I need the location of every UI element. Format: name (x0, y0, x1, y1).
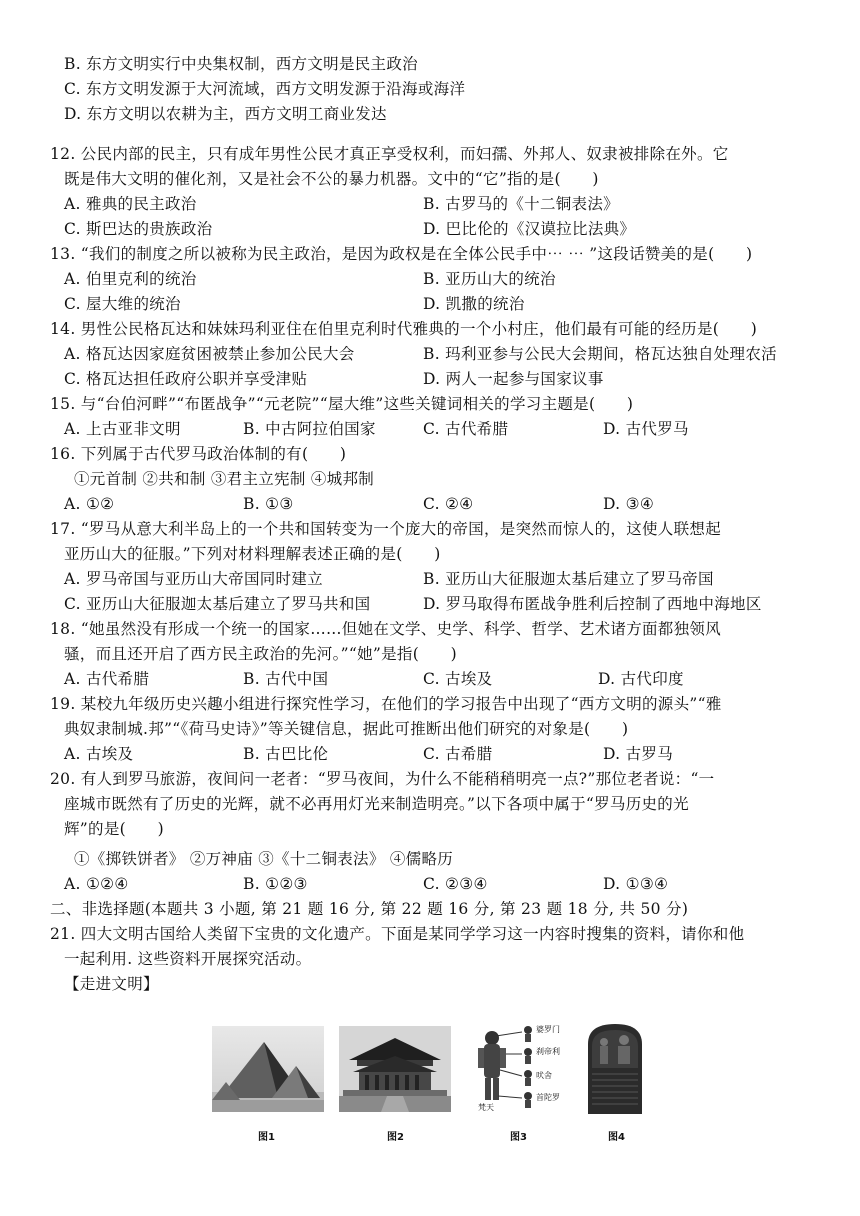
q20-option-a: A. ①②④ (64, 875, 129, 893)
q21-stem-2: 一起利用. 这些资料开展探究活动。 (64, 950, 312, 968)
q15-stem: 15. 与“台伯河畔”“布匿战争”“元老院”“屋大维”这些关键词相关的学习主题是( ) (50, 395, 634, 413)
q13-option-d: D. 凯撒的统治 (423, 295, 525, 313)
q18-option-c: C. 古埃及 (423, 670, 493, 688)
figure-2 (339, 1026, 451, 1143)
q13-option-c: C. 屋大维的统治 (64, 295, 181, 313)
caste-label-kshatriya: 刹帝利 (536, 1047, 560, 1056)
caste-label-vaishya: 吠舍 (536, 1071, 552, 1080)
q16-stem: 16. 下列属于古代罗马政治体制的有( ) (50, 445, 347, 463)
q16-option-d: D. ③④ (603, 495, 655, 513)
q19-option-b: B. 古巴比伦 (243, 745, 329, 763)
forbidden-city-photo-icon (339, 1026, 451, 1112)
q12-stem-2: 既是伟大文明的催化剂，又是社会不公的暴力机器。文中的“它”指的是( ) (64, 170, 599, 188)
q20-stem-3: 辉”的是( ) (64, 820, 164, 838)
q15-option-c: C. 古代希腊 (423, 420, 509, 438)
q17-option-a: A. 罗马帝国与亚历山大帝国同时建立 (64, 570, 323, 588)
q13-option-a: A. 伯里克利的统治 (64, 270, 197, 288)
q17-stem-2: 亚历山大的征服。”下列对材料理解表述正确的是( ) (64, 545, 441, 563)
q16-option-c: C. ②④ (423, 495, 474, 513)
q18-option-b: B. 古代中国 (243, 670, 329, 688)
q13-option-b: B. 亚历山大的统治 (423, 270, 556, 288)
caste-label-brahmin: 婆罗门 (536, 1025, 560, 1034)
q19-stem-2: 典奴隶制城.邦”“《荷马史诗》”等关键信息，据此可推断出他们研究的对象是( ) (64, 720, 629, 738)
q15-option-a: A. 上古亚非文明 (64, 420, 181, 438)
q14-option-b: B. 玛利亚参与公民大会期间，格瓦达独自处理农活 (423, 345, 777, 363)
figure-4-caption: 图4 (608, 1132, 625, 1143)
q20-option-c: C. ②③④ (423, 875, 488, 893)
q19-stem: 19. 某校九年级历史兴趣小组进行探究性学习，在他们的学习报告中出现了“西方文明的源头”“雅 (50, 695, 722, 713)
q21-subheading: 【走进文明】 (64, 975, 159, 993)
figure-1-caption: 图1 (258, 1132, 275, 1143)
q21-stem: 21. 四大文明古国给人类留下宝贵的文化遗产。下面是某同学学习这一内容时搜集的资料，请你和他 (50, 925, 745, 943)
figure-4 (582, 1022, 648, 1143)
q14-option-c: C. 格瓦达担任政府公职并享受津贴 (64, 370, 308, 388)
figure-1 (212, 1026, 324, 1143)
pyramids-photo-icon (212, 1026, 324, 1112)
q20-stem-2: 座城市既然有了历史的光辉，就不必再用灯光来制造明亮。”以下各项中属于“罗马历史的光 (64, 795, 689, 813)
q17-stem: 17. “罗马从意大利半岛上的一个共和国转变为一个庞大的帝国，是突然而惊人的，这使人联想起 (50, 520, 722, 538)
q14-stem: 14. 男性公民格瓦达和妹妹玛利亚住在伯里克利时代雅典的一个小村庄，他们最有可能的经历是( ) (50, 320, 758, 338)
q16-items: ①元首制 ②共和制 ③君主立宪制 ④城邦制 (74, 470, 375, 488)
q18-stem-2: 骚，而且还开启了西方民主政治的先河。”“她”是指( ) (64, 645, 458, 663)
figure-2-caption: 图2 (387, 1132, 404, 1143)
q13-stem: 13. “我们的制度之所以被称为民主政治，是因为政权是在全体公民手中⋯ ⋯ ”这段话赞美的是( ) (50, 245, 753, 263)
q15-option-b: B. 中古阿拉伯国家 (243, 420, 376, 438)
caste-label-brahma: 梵天 (478, 1103, 494, 1112)
q20-option-b: B. ①②③ (243, 875, 308, 893)
q14-option-a: A. 格瓦达因家庭贫困被禁止参加公民大会 (64, 345, 355, 363)
q12-option-b: B. 古罗马的《十二铜表法》 (423, 195, 619, 213)
q19-option-a: A. 古埃及 (64, 745, 134, 763)
q20-stem: 20. 有人到罗马旅游，夜间问一老者：“罗马夜间，为什么不能稍稍明亮一点?”那位老者说：“一 (50, 770, 715, 788)
q19-option-c: C. 古希腊 (423, 745, 493, 763)
q16-option-a: A. ①② (64, 495, 115, 513)
figure-3 (470, 1020, 570, 1143)
q11-option-c: C. 东方文明发源于大河流域，西方文明发源于沿海或海洋 (64, 80, 466, 98)
q17-option-d: D. 罗马取得布匿战争胜利后控制了西地中海地区 (423, 595, 762, 613)
hammurabi-stele-photo-icon (582, 1022, 648, 1114)
q20-option-d: D. ①③④ (603, 875, 669, 893)
q18-stem: 18. “她虽然没有形成一个统一的国家……但她在文学、史学、科学、哲学、艺术诸方面都独领风 (50, 620, 722, 638)
q18-option-a: A. 古代希腊 (64, 670, 150, 688)
q12-option-a: A. 雅典的民主政治 (64, 195, 197, 213)
q12-option-c: C. 斯巴达的贵族政治 (64, 220, 213, 238)
section-2-heading: 二、非选择题(本题共 3 小题, 第 21 题 16 分, 第 22 题 16 分, 第 23 题 18 分, 共 50 分) (50, 900, 689, 918)
q19-option-d: D. 古罗马 (603, 745, 674, 763)
q18-option-d: D. 古代印度 (598, 670, 684, 688)
q12-stem: 12. 公民内部的民主，只有成年男性公民才真正享受权利，而妇孺、外邦人、奴隶被排除在外。它 (50, 145, 729, 163)
q14-option-d: D. 两人一起参与国家议事 (423, 370, 604, 388)
q12-option-d: D. 巴比伦的《汉谟拉比法典》 (423, 220, 636, 238)
q11-option-d: D. 东方文明以农耕为主，西方文明工商业发达 (64, 105, 387, 123)
q17-option-c: C. 亚历山大征服迦太基后建立了罗马共和国 (64, 595, 371, 613)
q20-items: ①《掷铁饼者》 ②万神庙 ③《十二铜表法》 ④儒略历 (74, 850, 454, 868)
q16-option-b: B. ①③ (243, 495, 294, 513)
q17-option-b: B. 亚历山大征服迦太基后建立了罗马帝国 (423, 570, 714, 588)
caste-label-shudra: 首陀罗 (536, 1093, 560, 1102)
figure-strip (212, 1020, 652, 1143)
figure-3-caption: 图3 (510, 1132, 527, 1143)
q15-option-d: D. 古代罗马 (603, 420, 689, 438)
q11-option-b: B. 东方文明实行中央集权制，西方文明是民主政治 (64, 55, 418, 73)
